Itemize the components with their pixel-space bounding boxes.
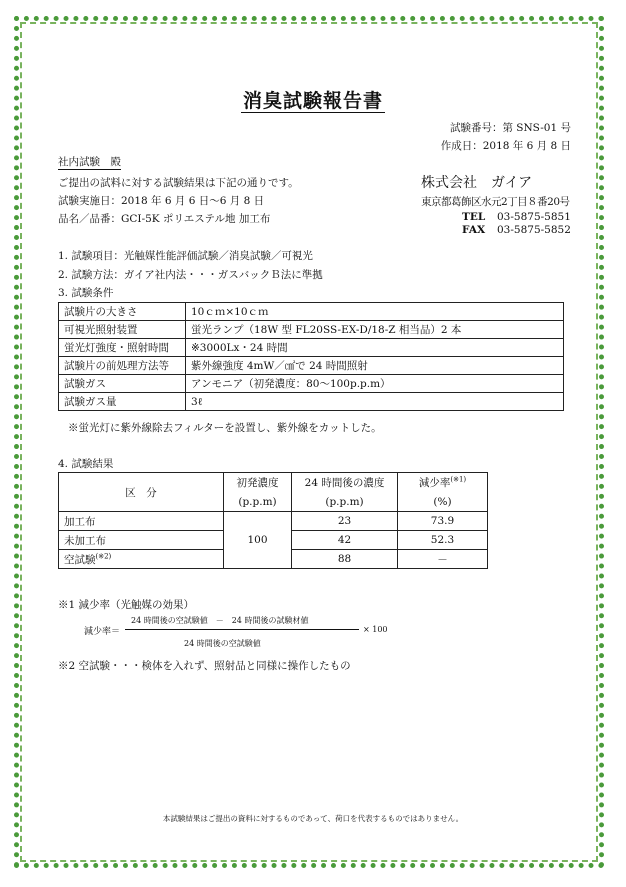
table-row — [59, 321, 564, 339]
formula-denominator: 24 時間後の空試験値 — [184, 639, 261, 648]
condition-label: 試験ガス — [59, 375, 186, 393]
header-initial-unit: (p.p.m) — [224, 492, 292, 512]
table-row — [59, 303, 564, 321]
table-row — [59, 357, 564, 375]
formula-label: 減少率＝ — [84, 627, 121, 637]
header-after: 24 時間後の濃度 — [292, 473, 398, 493]
test-dates: 試験実施日：2018 年 6 月 6 日～6 月 8 日 — [58, 195, 265, 207]
test-results-heading: 4. 試験結果 — [58, 458, 114, 470]
header-reduction: 減少率$^{(※1)}$ — [398, 473, 488, 493]
row-name: 空試験$^{(※2)}$ — [59, 550, 224, 569]
report-number: 試験番号：第 SNS-01 号 — [449, 122, 571, 134]
company-address: 東京都葛飾区水元2丁目８番20号 — [421, 196, 570, 208]
after-concentration: 23 — [292, 512, 398, 531]
header-division: 区 分 — [59, 473, 224, 512]
table-row — [59, 375, 564, 393]
condition-value: 10ｃｍ×10ｃｍ — [186, 303, 564, 321]
page-title: 消臭試験報告書 — [242, 90, 383, 112]
condition-value: 3ℓ — [186, 393, 564, 411]
condition-value: 蛍光ランプ（18W 型 FL20SS-EX-D/18-Z 相当品）2 本 — [186, 321, 564, 339]
condition-label: 蛍光灯強度・照射時間 — [59, 339, 186, 357]
formula-numerator: 24 時間後の空試験値 － 24 時間後の試験材値 — [131, 616, 309, 625]
footer-disclaimer: 本試験結果はご提出の資料に対するものであって、荷口を代表するものではありません。 — [162, 814, 464, 823]
condition-note: ※蛍光灯に紫外線除去フィルターを設置し、紫外線をカットした。 — [68, 422, 382, 434]
created-date: 作成日：2018 年 6 月 8 日 — [440, 140, 571, 152]
after-concentration: 88 — [292, 550, 398, 569]
formula-multiplier: × 100 — [363, 625, 388, 634]
note-reduction-title: ※1 減少率（光触媒の効果） — [58, 599, 195, 611]
intro-text: ご提出の試料に対する試験結果は下記の通りです。 — [58, 177, 299, 189]
after-concentration: 42 — [292, 531, 398, 550]
initial-concentration: 100 — [224, 512, 292, 569]
table-row — [59, 393, 564, 411]
company-name: 株式会社 ガイア — [421, 175, 533, 191]
test-conditions-heading: 3. 試験条件 — [58, 287, 114, 299]
fax-label: FAX — [462, 224, 486, 236]
reduction-rate: 73.9 — [398, 512, 488, 531]
table-row — [59, 512, 488, 531]
condition-label: 試験片の前処理方法等 — [59, 357, 186, 375]
header-reduction-unit: (%) — [398, 492, 488, 512]
condition-label: 試験ガス量 — [59, 393, 186, 411]
reduction-rate: 52.3 — [398, 531, 488, 550]
table-row — [59, 339, 564, 357]
fax-number: 03-5875-5852 — [497, 224, 571, 236]
row-name: 未加工布 — [59, 531, 224, 550]
reduction-rate: － — [398, 550, 488, 569]
condition-label: 試験片の大きさ — [59, 303, 186, 321]
test-item: 1. 試験項目：光触媒性能評価試験／消臭試験／可視光 — [58, 250, 313, 262]
condition-label: 可視光照射装置 — [59, 321, 186, 339]
header-initial: 初発濃度 — [224, 473, 292, 493]
row-name: 加工布 — [59, 512, 224, 531]
product-name: 品名／品番：GCI-5K ポリエステル地 加工布 — [58, 213, 271, 225]
conditions-table — [58, 302, 564, 411]
tel-number: 03-5875-5851 — [497, 211, 571, 223]
condition-value: アンモニア（初発濃度：80～100p.p.m） — [186, 375, 564, 393]
results-table — [58, 472, 488, 569]
header-after-unit: (p.p.m) — [292, 492, 398, 512]
table-header-row — [59, 473, 488, 493]
condition-value: ※3000Lx・24 時間 — [186, 339, 564, 357]
condition-value: 紫外線強度 4mW／㎠で 24 時間照射 — [186, 357, 564, 375]
addressee: 社内試験 殿 — [58, 156, 121, 168]
test-method: 2. 試験方法：ガイア社内法・・・ガスバックＢ法に準拠 — [58, 269, 323, 281]
note-blank-test: ※2 空試験・・・検体を入れず、照射品と同様に操作したもの — [58, 660, 351, 672]
formula-fraction-bar — [125, 629, 359, 630]
tel-label: TEL — [462, 211, 486, 223]
